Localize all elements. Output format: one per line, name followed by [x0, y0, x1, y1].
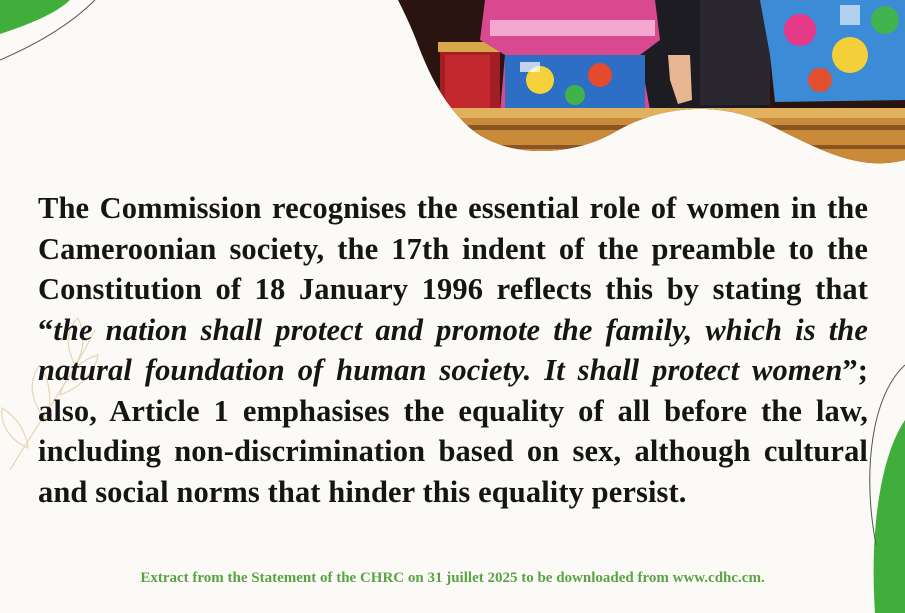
statement-quote: the nation shall protect and promote the family, which is the natural foundation of human society. It shall protect women: [38, 312, 868, 387]
statement-text: [38, 188, 868, 512]
source-caption: Extract from the Statement of the CHRC on 31 juillet 2025 to be downloaded from www.cdhc.cm.: [140, 570, 765, 586]
statement-part-2: ”; also, Article 1 emphasises the equality of all before the law, including non-discrimination based on sex, although cultural and social norms that hinder this equality persist.: [38, 353, 868, 509]
statement-part-1: The Commission recognises the essential role of women in the Cameroonian society, the 17th indent of the preamble to the Constitution of 18 January 1996 reflects this by stating that “: [38, 191, 868, 347]
